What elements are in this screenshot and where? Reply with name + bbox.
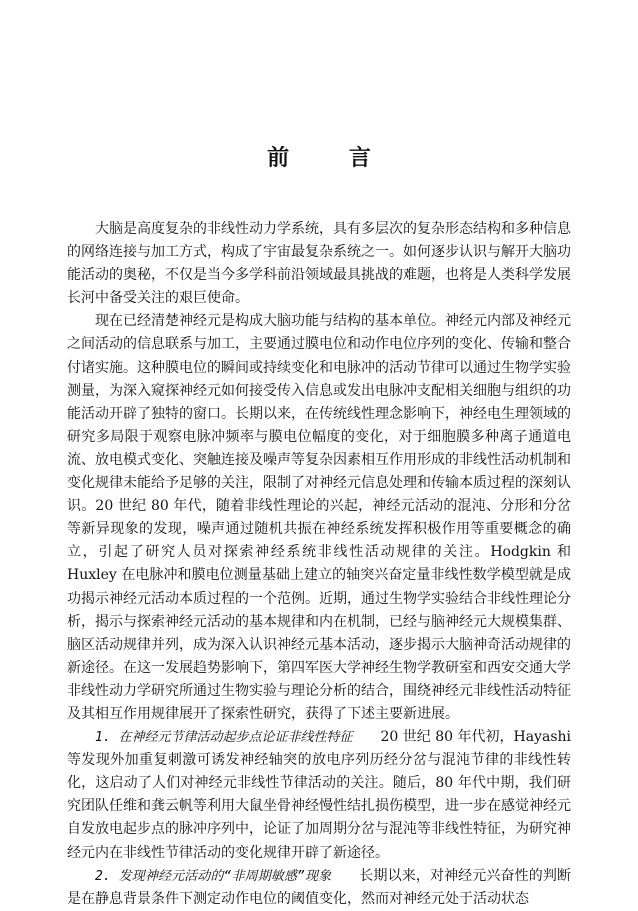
finding-1-text: 20 世纪 80 年代初，Hayashi 等发现外加重复刺激可诱发神经轴突的放电序列历经分岔与混沌节律的非线性转化，这启动了人们对神经元非线性节律活动的关注。随后，80 年代中期，我们研究团队任维和龚云帆等利用大鼠坐骨神经慢性结扎损伤模型，进一步在感觉神经元自发放电起步点的脉冲序列中，论证了加周期分岔与混沌等非线性特征，为研究神经元内在非线性节律活动的变化规律开辟了新途径。	[67, 729, 571, 861]
paragraph-intro: 大脑是高度复杂的非线性动力学系统，具有多层次的复杂形态结构和多种信息的网络连接与加工方式，构成了宇宙最复杂系统之一。如何逐步认识与解开大脑功能活动的奥秘，不仅是当今多学科前沿领域最具挑战的难题，也将是人类科学发展长河中备受关注的艰巨使命。	[67, 221, 571, 307]
finding-1-heading: 1. 在神经元节律活动起步点论证非线性特征	[95, 730, 353, 746]
paragraph-finding-1	[67, 726, 571, 865]
paragraph-finding-2	[67, 865, 571, 911]
finding-2-text: 长期以来，对神经元兴奋性的判断是在静息背景条件下测定动作电位的阈值变化，然而对神经元处于活动状态	[67, 867, 572, 907]
paragraph-neuron-basics: 现在已经清楚神经元是构成大脑功能与结构的基本单位。神经元内部及神经元之间活动的信息联系与加工，主要通过膜电位和动作电位序列的变化、传输和整合付诸实施。这种膜电位的瞬间或持续变化和电脉冲的活动节律可以通过生物学实验测量，为深入窥探神经元如何接受传入信息或发出电脉冲支配相关细胞与组织的功能活动开辟了独特的窗口。长期以来，在传统线性理念影响下，神经电生理领域的研究多局限于观察电脉冲频率与膜电位幅度的变化，对于细胞膜多种离子通道电流、放电模式变化、突触连接及噪声等复杂因素相互作用形成的非线性活动机制和变化规律未能给予足够的关注，限制了对神经元信息处理和传输本质过程的深刻认识。20 世纪 80 年代，随着非线性理论的兴起，神经元活动的混沌、分形和分岔等新异现象的发现，噪声通过随机共振在神经系统发挥积极作用等重要概念的确立，引起了研究人员对探索神经系统非线性活动规律的关注。Hodgkin 和 Huxley 在电脉冲和膜电位测量基础上建立的轴突兴奋定量非线性数学模型就是成功揭示神经元活动本质过程的一个范例。近期，通过生物学实验结合非线性理论分析，揭示与探索神经元活动的基本规律和内在机制，已经与脑神经元大规模集群、脑区活动规律并列，成为深入认识神经元基本活动，逐步揭示大脑神奇活动规律的新途径。在这一发展趋势影响下，第四军医大学神经生物学教研室和西安交通大学非线性动力学研究所通过生物实验与理论分析的结合，围绕神经元非线性活动特征及其相互作用规律展开了探索性研究，获得了下述主要新进展。	[67, 313, 571, 722]
finding-2-heading: 2. 发现神经元活动的“非周期敏感”现象	[95, 868, 332, 884]
body-text	[67, 218, 571, 911]
page-title: 前 言	[267, 145, 397, 171]
